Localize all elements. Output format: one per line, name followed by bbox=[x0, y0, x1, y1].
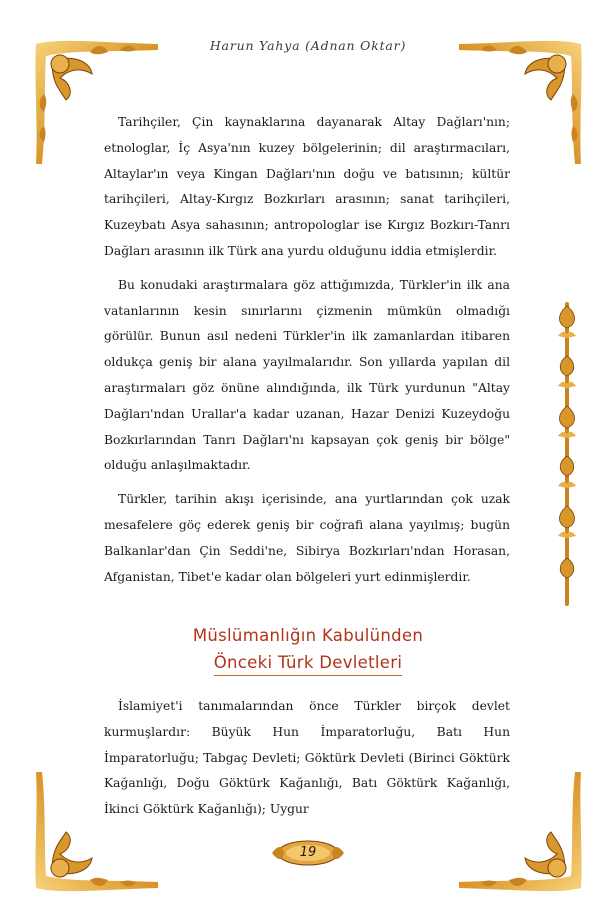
section-paragraph: İslamiyet'i tanımalarından önce Türkler birçok devlet kurmuşlardır: Büyük Hun İmparatorluğu, Batı Hun İmparatorluğu; Tabgaç Devleti; Göktürk Devleti (Birinci Göktürk Kağanlığı, Doğu Göktürk Kağanlığı, Batı Göktürk Kağanlığı, İkinci Göktürk Kağanlığı); Uygur bbox=[104, 699, 510, 817]
paragraph-1: Tarihçiler, Çin kaynaklarına dayanarak Altay Dağları'nın; etnologlar, İç Asya'nın kuzey bölgelerinin; dil araştırmacıları, Altaylar'ın veya Kingan Dağları'nın doğu ve batısının; kültür tarihçileri, Altay-Kırgız Bozkırları arasının; sanat tarihçileri, Kuzeybatı Asya sahasının; antropologlar ise Kırgız Bozkırı-Tanrı Dağları arasının ilk Türk ana yurdu olduğunu iddia etmişlerdir. bbox=[104, 115, 510, 258]
section-heading-line-2-wrapper bbox=[150, 653, 466, 676]
section-text-block bbox=[104, 694, 510, 823]
paragraph-2: Bu konudaki araştırmalara göz attığımızda, Türkler'in ilk ana vatanlarının kesin sınırlarını çizmenin mümkün olmadığı görülür. Bunun asıl nedeni Türkler'in ilk zamanlardan itibaren oldukça geniş bir alana yayılmalarıdır. Son yıllarda yapılan dil araştırmaları göz önüne alındığında, ilk Türk yurdunun "Altay Dağları'ndan Urallar'a kadar uzanan, Hazar Denizi Kuzeydoğu Bozkırlarından Tanrı Dağları'nı kapsayan çok geniş bir bölge" olduğu anlaşılmaktadır. bbox=[104, 277, 510, 473]
right-side-ornament-icon bbox=[552, 296, 582, 612]
page-number: 19 bbox=[299, 845, 317, 860]
section-heading-line-2: Önceki Türk Devletleri bbox=[214, 653, 402, 676]
section-heading-line-1: Müslümanlığın Kabulünden bbox=[192, 626, 424, 645]
paragraph-3: Türkler, tarihin akışı içerisinde, ana yurtlarından çok uzak mesafelere göç ederek geniş bir coğrafi alana yayılmış; bugün Balkanlar'dan Çin Seddi'ne, Sibirya Bozkırları'ndan Horasan, Afganistan, Tibet'e kadar olan bölgeleri yurt edinmişlerdir. bbox=[104, 492, 510, 584]
running-header: Harun Yahya (Adnan Oktar) bbox=[209, 38, 407, 53]
main-text-block bbox=[104, 110, 510, 598]
